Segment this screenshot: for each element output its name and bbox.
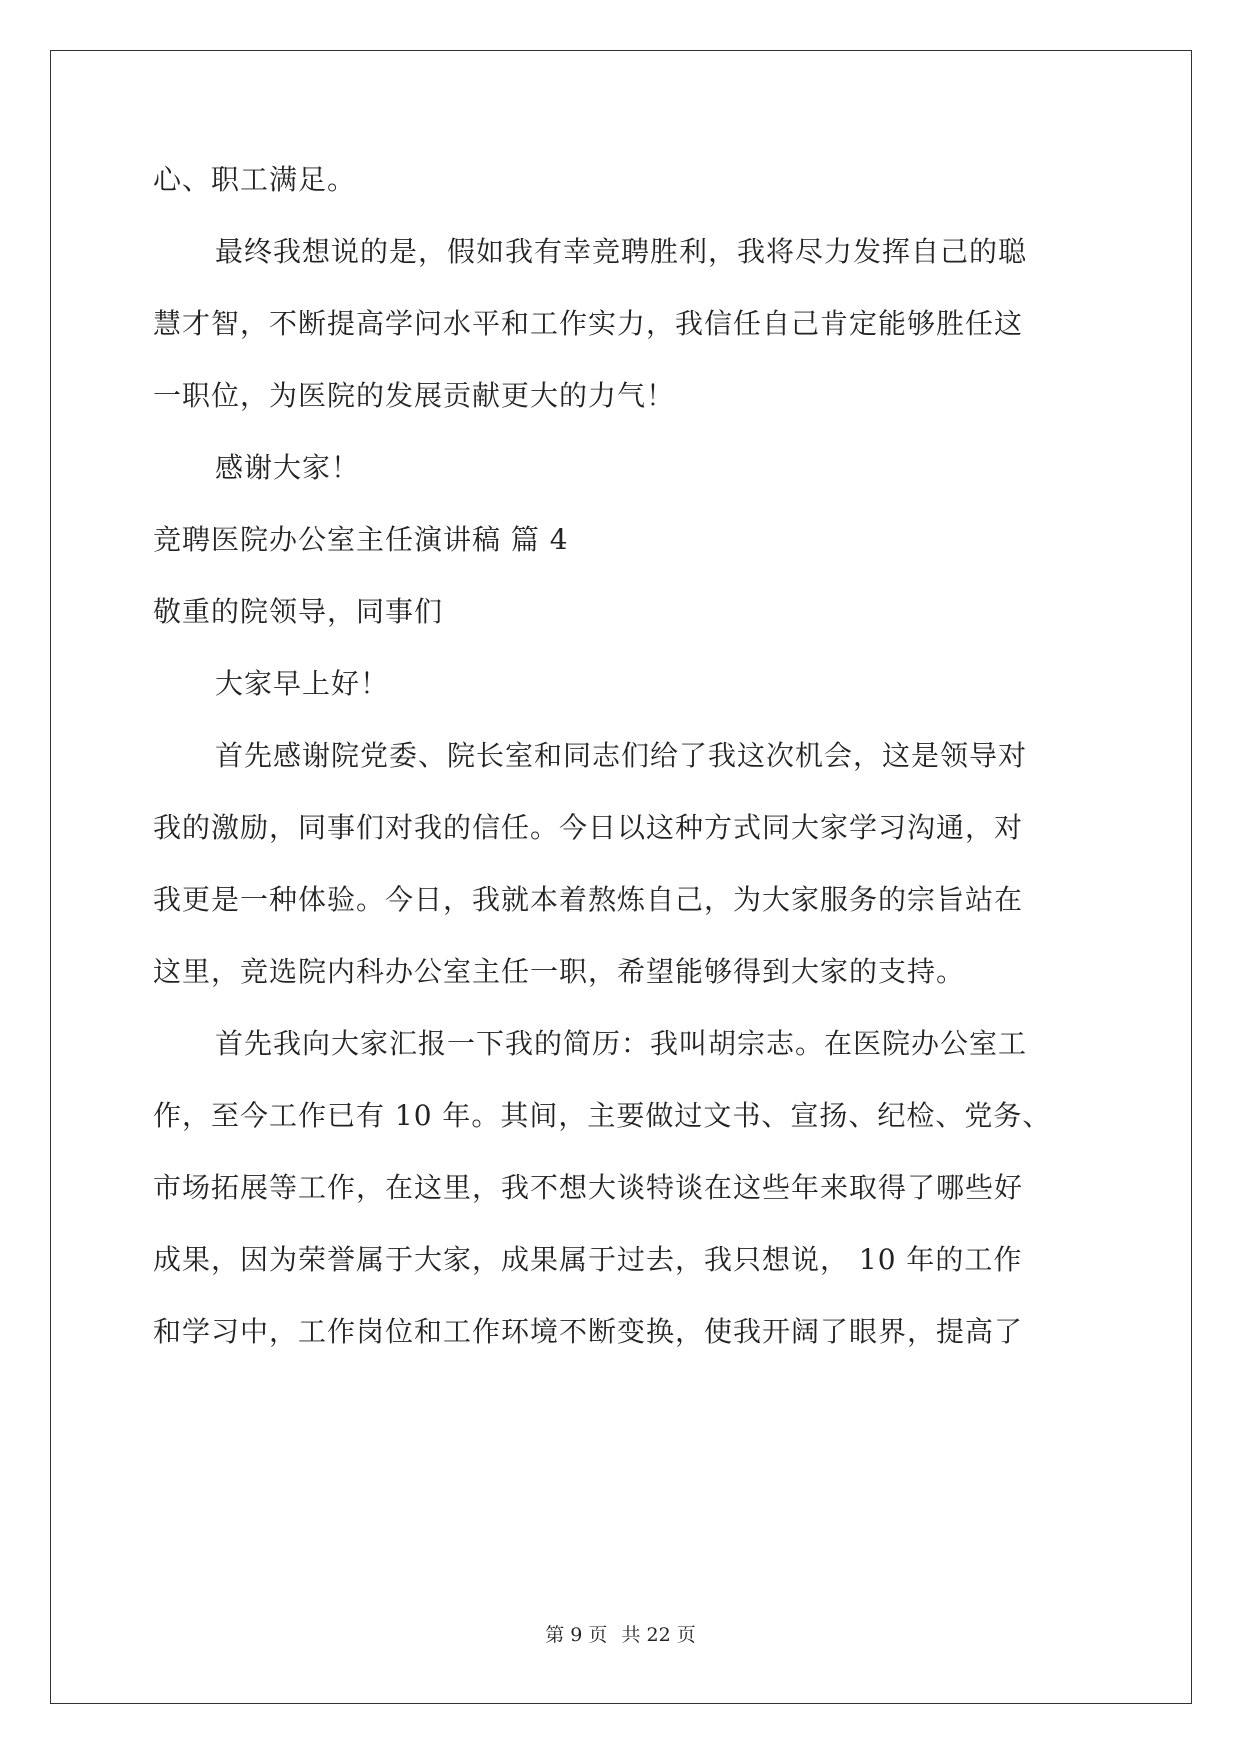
- salutation: 敬重的院领导，同事们: [153, 595, 444, 628]
- text-line: 成果，因为荣誉属于大家，成果属于过去，我只想说， 10 年的工作: [153, 1243, 1023, 1276]
- page-footer: [0, 1620, 1241, 1647]
- text-line: 心、职工满足。: [153, 163, 357, 196]
- page-border: [50, 50, 1192, 1704]
- page-total: 共 22 页: [621, 1624, 696, 1646]
- text-line: 作，至今工作已有 10 年。其间，主要做过文书、宣扬、纪检、党务、: [153, 1099, 1052, 1132]
- section-heading: 竞聘医院办公室主任演讲稿 篇 4: [153, 523, 569, 556]
- text-line: 慧才智，不断提高学问水平和工作实力，我信任自己肯定能够胜任这: [153, 307, 1024, 340]
- text-line: 我的激励，同事们对我的信任。今日以这种方式同大家学习沟通，对: [153, 811, 1024, 844]
- text-line: 和学习中，工作岗位和工作环境不断变换，使我开阔了眼界，提高了: [153, 1315, 1024, 1348]
- page-number: 第 9 页: [545, 1624, 608, 1646]
- greeting: 大家早上好！: [215, 667, 390, 700]
- text-line: 这里，竞选院内科办公室主任一职，希望能够得到大家的支持。: [153, 955, 966, 988]
- paragraph-line: 最终我想说的是，假如我有幸竞聘胜利，我将尽力发挥自己的聪: [215, 235, 1028, 268]
- paragraph-line: 首先感谢院党委、院长室和同志们给了我这次机会，这是领导对: [215, 739, 1028, 772]
- text-line: 我更是一种体验。今日，我就本着熬炼自己，为大家服务的宗旨站在: [153, 883, 1024, 916]
- paragraph-line: 感谢大家！: [215, 451, 361, 484]
- text-line: 市场拓展等工作，在这里，我不想大谈特谈在这些年来取得了哪些好: [153, 1171, 1024, 1204]
- text-line: 一职位，为医院的发展贡献更大的力气！: [153, 379, 676, 412]
- paragraph-line: 首先我向大家汇报一下我的简历：我叫胡宗志。在医院办公室工: [215, 1027, 1028, 1060]
